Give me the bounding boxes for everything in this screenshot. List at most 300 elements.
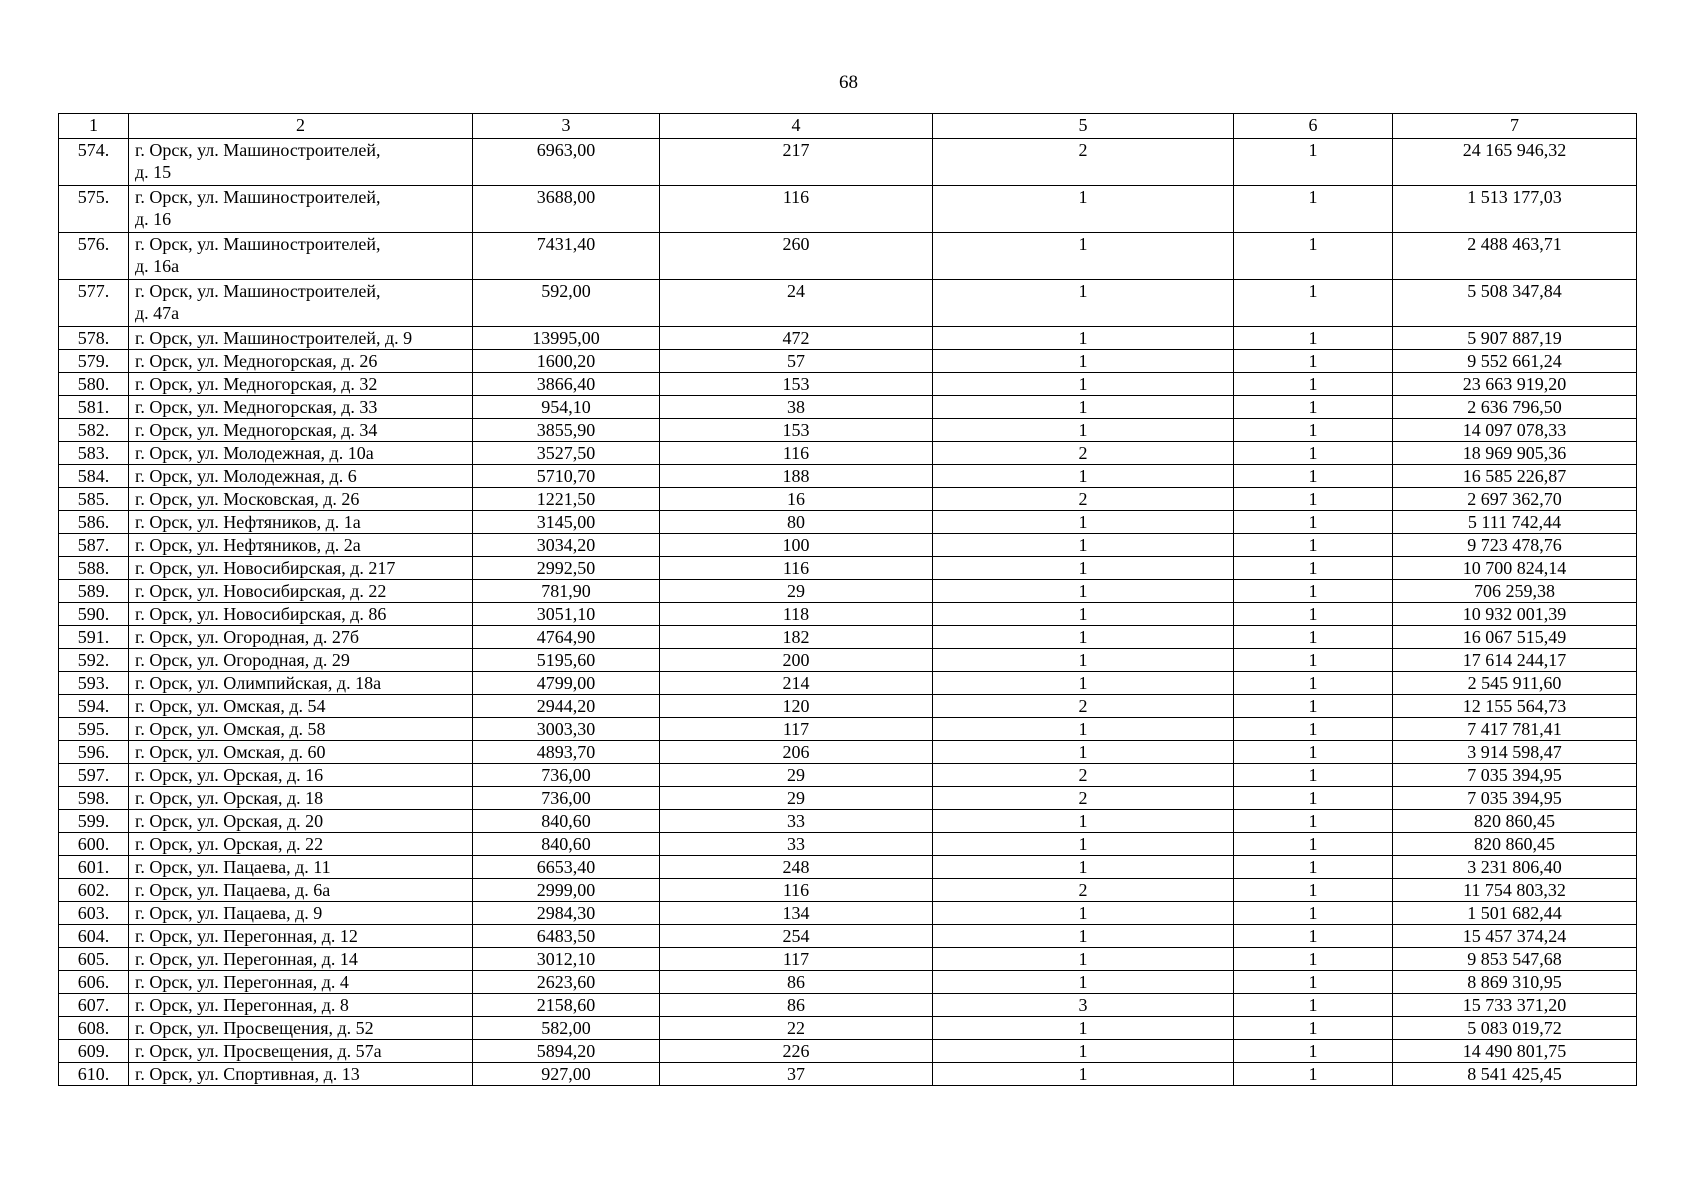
row-number-cell: 608. <box>59 1017 129 1040</box>
address-line: г. Орск, ул. Орская, д. 20 <box>135 811 324 831</box>
address-line: г. Орск, ул. Просвещения, д. 52 <box>135 1018 374 1038</box>
column-3-cell: 582,00 <box>473 1017 660 1040</box>
column-6-cell: 1 <box>1234 764 1393 787</box>
column-5-cell: 2 <box>933 442 1234 465</box>
row-number-cell: 578. <box>59 327 129 350</box>
row-number-cell: 601. <box>59 856 129 879</box>
column-6-cell: 1 <box>1234 603 1393 626</box>
column-3-cell: 5710,70 <box>473 465 660 488</box>
column-6-cell: 1 <box>1234 442 1393 465</box>
column-7-cell: 15 457 374,24 <box>1393 925 1637 948</box>
column-3-cell: 3034,20 <box>473 534 660 557</box>
column-3-cell: 592,00 <box>473 280 660 327</box>
column-7-cell: 18 969 905,36 <box>1393 442 1637 465</box>
register-table <box>58 113 1637 1086</box>
row-number-cell: 583. <box>59 442 129 465</box>
column-3-cell: 3012,10 <box>473 948 660 971</box>
address-line: г. Орск, ул. Машиностроителей, д. 9 <box>135 328 413 348</box>
column-7-cell: 10 932 001,39 <box>1393 603 1637 626</box>
row-number-cell: 590. <box>59 603 129 626</box>
column-3-cell: 6483,50 <box>473 925 660 948</box>
column-3-cell: 781,90 <box>473 580 660 603</box>
column-4-cell: 226 <box>660 1040 933 1063</box>
column-3-cell: 2158,60 <box>473 994 660 1017</box>
address-cell <box>129 672 473 695</box>
column-5-cell: 1 <box>933 465 1234 488</box>
column-5-cell: 1 <box>933 1063 1234 1086</box>
address-line: г. Орск, ул. Огородная, д. 29 <box>135 650 350 670</box>
column-7-cell: 14 490 801,75 <box>1393 1040 1637 1063</box>
column-6-cell: 1 <box>1234 419 1393 442</box>
column-6-cell: 1 <box>1234 971 1393 994</box>
address-line: г. Орск, ул. Просвещения, д. 57а <box>135 1041 382 1061</box>
column-3-cell: 2944,20 <box>473 695 660 718</box>
address-cell <box>129 1063 473 1086</box>
column-3-cell: 840,60 <box>473 810 660 833</box>
column-3-cell: 1221,50 <box>473 488 660 511</box>
column-6-cell: 1 <box>1234 139 1393 186</box>
address-line: г. Орск, ул. Перегонная, д. 8 <box>135 995 349 1015</box>
column-4-cell: 116 <box>660 186 933 233</box>
address-line: г. Орск, ул. Московская, д. 26 <box>135 489 360 509</box>
column-5-cell: 1 <box>933 419 1234 442</box>
column-7-cell: 2 636 796,50 <box>1393 396 1637 419</box>
column-6-cell: 1 <box>1234 1017 1393 1040</box>
column-header: 3 <box>473 114 660 139</box>
address-cell <box>129 534 473 557</box>
address-line: г. Орск, ул. Новосибирская, д. 86 <box>135 604 387 624</box>
row-number-cell: 606. <box>59 971 129 994</box>
row-number-cell: 610. <box>59 1063 129 1086</box>
column-3-cell: 3688,00 <box>473 186 660 233</box>
row-number-cell: 597. <box>59 764 129 787</box>
column-7-cell: 23 663 919,20 <box>1393 373 1637 396</box>
column-6-cell: 1 <box>1234 718 1393 741</box>
column-3-cell: 3866,40 <box>473 373 660 396</box>
table-row <box>59 672 1637 695</box>
column-4-cell: 182 <box>660 626 933 649</box>
column-5-cell: 1 <box>933 327 1234 350</box>
table-row <box>59 810 1637 833</box>
column-5-cell: 1 <box>933 902 1234 925</box>
row-number-cell: 577. <box>59 280 129 327</box>
table-row <box>59 925 1637 948</box>
table-row <box>59 465 1637 488</box>
column-5-cell: 1 <box>933 350 1234 373</box>
column-7-cell: 9 552 661,24 <box>1393 350 1637 373</box>
column-3-cell: 5195,60 <box>473 649 660 672</box>
column-4-cell: 472 <box>660 327 933 350</box>
column-5-cell: 1 <box>933 718 1234 741</box>
address-cell <box>129 327 473 350</box>
table-row <box>59 833 1637 856</box>
address-cell <box>129 626 473 649</box>
column-5-cell: 1 <box>933 649 1234 672</box>
column-4-cell: 33 <box>660 833 933 856</box>
row-number-cell: 587. <box>59 534 129 557</box>
column-5-cell: 1 <box>933 741 1234 764</box>
row-number-cell: 576. <box>59 233 129 280</box>
address-line: г. Орск, ул. Омская, д. 54 <box>135 696 326 716</box>
page-number: 68 <box>839 72 858 93</box>
column-3-cell: 4799,00 <box>473 672 660 695</box>
row-number-cell: 584. <box>59 465 129 488</box>
column-6-cell: 1 <box>1234 373 1393 396</box>
address-line: г. Орск, ул. Машиностроителей, <box>135 281 381 301</box>
row-number-cell: 603. <box>59 902 129 925</box>
column-4-cell: 117 <box>660 718 933 741</box>
column-5-cell: 1 <box>933 672 1234 695</box>
table-row <box>59 764 1637 787</box>
row-number-cell: 574. <box>59 139 129 186</box>
address-cell <box>129 649 473 672</box>
column-4-cell: 254 <box>660 925 933 948</box>
column-3-cell: 6963,00 <box>473 139 660 186</box>
column-4-cell: 29 <box>660 764 933 787</box>
address-cell <box>129 787 473 810</box>
address-line: г. Орск, ул. Пацаева, д. 6а <box>135 880 331 900</box>
address-line: г. Орск, ул. Медногорская, д. 26 <box>135 351 378 371</box>
table-row <box>59 1040 1637 1063</box>
address-line: г. Орск, ул. Орская, д. 18 <box>135 788 324 808</box>
address-cell <box>129 879 473 902</box>
row-number-cell: 593. <box>59 672 129 695</box>
column-5-cell: 1 <box>933 925 1234 948</box>
table-row <box>59 580 1637 603</box>
column-7-cell: 9 853 547,68 <box>1393 948 1637 971</box>
address-cell <box>129 139 473 186</box>
table-row <box>59 419 1637 442</box>
column-3-cell: 3051,10 <box>473 603 660 626</box>
column-6-cell: 1 <box>1234 810 1393 833</box>
address-line: г. Орск, ул. Медногорская, д. 34 <box>135 420 378 440</box>
column-7-cell: 15 733 371,20 <box>1393 994 1637 1017</box>
column-4-cell: 120 <box>660 695 933 718</box>
column-3-cell: 6653,40 <box>473 856 660 879</box>
column-5-cell: 1 <box>933 186 1234 233</box>
column-7-cell: 9 723 478,76 <box>1393 534 1637 557</box>
address-cell <box>129 557 473 580</box>
column-7-cell: 8 869 310,95 <box>1393 971 1637 994</box>
column-6-cell: 1 <box>1234 649 1393 672</box>
column-5-cell: 3 <box>933 994 1234 1017</box>
column-6-cell: 1 <box>1234 350 1393 373</box>
column-5-cell: 1 <box>933 396 1234 419</box>
address-line: г. Орск, ул. Спортивная, д. 13 <box>135 1064 360 1084</box>
address-line: г. Орск, ул. Омская, д. 60 <box>135 742 326 762</box>
column-3-cell: 2999,00 <box>473 879 660 902</box>
column-6-cell: 1 <box>1234 580 1393 603</box>
column-header: 1 <box>59 114 129 139</box>
address-cell <box>129 511 473 534</box>
column-5-cell: 1 <box>933 626 1234 649</box>
table-row <box>59 233 1637 280</box>
column-5-cell: 1 <box>933 233 1234 280</box>
table-row <box>59 350 1637 373</box>
column-5-cell: 1 <box>933 810 1234 833</box>
address-cell <box>129 902 473 925</box>
column-7-cell: 14 097 078,33 <box>1393 419 1637 442</box>
table-body <box>59 139 1637 1086</box>
row-number-cell: 598. <box>59 787 129 810</box>
column-5-cell: 1 <box>933 557 1234 580</box>
column-6-cell: 1 <box>1234 1040 1393 1063</box>
column-7-cell: 7 035 394,95 <box>1393 787 1637 810</box>
row-number-cell: 588. <box>59 557 129 580</box>
address-line: г. Орск, ул. Машиностроителей, <box>135 187 381 207</box>
address-cell <box>129 1040 473 1063</box>
column-3-cell: 5894,20 <box>473 1040 660 1063</box>
address-line: г. Орск, ул. Перегонная, д. 14 <box>135 949 358 969</box>
address-cell <box>129 233 473 280</box>
row-number-cell: 581. <box>59 396 129 419</box>
address-line-continued: д. 16 <box>135 209 172 229</box>
column-7-cell: 7 417 781,41 <box>1393 718 1637 741</box>
row-number-cell: 585. <box>59 488 129 511</box>
column-3-cell: 3003,30 <box>473 718 660 741</box>
address-cell <box>129 350 473 373</box>
row-number-cell: 582. <box>59 419 129 442</box>
row-number-cell: 591. <box>59 626 129 649</box>
column-4-cell: 86 <box>660 971 933 994</box>
address-line-continued: д. 16а <box>135 256 180 276</box>
row-number-cell: 605. <box>59 948 129 971</box>
column-6-cell: 1 <box>1234 833 1393 856</box>
address-line: г. Орск, ул. Орская, д. 22 <box>135 834 324 854</box>
column-6-cell: 1 <box>1234 787 1393 810</box>
table-row <box>59 373 1637 396</box>
column-7-cell: 5 907 887,19 <box>1393 327 1637 350</box>
address-cell <box>129 764 473 787</box>
column-4-cell: 217 <box>660 139 933 186</box>
column-4-cell: 206 <box>660 741 933 764</box>
address-cell <box>129 718 473 741</box>
column-6-cell: 1 <box>1234 994 1393 1017</box>
table-row <box>59 1017 1637 1040</box>
column-5-cell: 1 <box>933 971 1234 994</box>
table-row <box>59 902 1637 925</box>
column-7-cell: 10 700 824,14 <box>1393 557 1637 580</box>
column-6-cell: 1 <box>1234 465 1393 488</box>
column-header: 7 <box>1393 114 1637 139</box>
column-4-cell: 134 <box>660 902 933 925</box>
column-5-cell: 1 <box>933 534 1234 557</box>
column-3-cell: 2623,60 <box>473 971 660 994</box>
column-7-cell: 3 914 598,47 <box>1393 741 1637 764</box>
column-7-cell: 2 697 362,70 <box>1393 488 1637 511</box>
row-number-cell: 580. <box>59 373 129 396</box>
column-4-cell: 153 <box>660 373 933 396</box>
address-line: г. Орск, ул. Медногорская, д. 32 <box>135 374 378 394</box>
column-7-cell: 1 501 682,44 <box>1393 902 1637 925</box>
column-5-cell: 1 <box>933 856 1234 879</box>
column-3-cell: 927,00 <box>473 1063 660 1086</box>
column-7-cell: 17 614 244,17 <box>1393 649 1637 672</box>
table-row <box>59 280 1637 327</box>
row-number-cell: 607. <box>59 994 129 1017</box>
column-4-cell: 38 <box>660 396 933 419</box>
column-header: 2 <box>129 114 473 139</box>
column-3-cell: 13995,00 <box>473 327 660 350</box>
column-3-cell: 3855,90 <box>473 419 660 442</box>
table-row <box>59 971 1637 994</box>
table-row <box>59 534 1637 557</box>
column-5-cell: 1 <box>933 948 1234 971</box>
column-5-cell: 2 <box>933 879 1234 902</box>
table-row <box>59 879 1637 902</box>
column-4-cell: 248 <box>660 856 933 879</box>
address-cell <box>129 971 473 994</box>
table-row <box>59 139 1637 186</box>
column-header: 6 <box>1234 114 1393 139</box>
column-6-cell: 1 <box>1234 1063 1393 1086</box>
address-cell <box>129 280 473 327</box>
column-3-cell: 736,00 <box>473 787 660 810</box>
column-3-cell: 840,60 <box>473 833 660 856</box>
column-4-cell: 24 <box>660 280 933 327</box>
address-line: г. Орск, ул. Пацаева, д. 9 <box>135 903 323 923</box>
address-line: г. Орск, ул. Перегонная, д. 4 <box>135 972 349 992</box>
column-6-cell: 1 <box>1234 488 1393 511</box>
column-4-cell: 214 <box>660 672 933 695</box>
address-cell <box>129 741 473 764</box>
address-line: г. Орск, ул. Новосибирская, д. 217 <box>135 558 396 578</box>
column-6-cell: 1 <box>1234 948 1393 971</box>
column-6-cell: 1 <box>1234 856 1393 879</box>
column-4-cell: 117 <box>660 948 933 971</box>
table-row <box>59 626 1637 649</box>
column-4-cell: 116 <box>660 879 933 902</box>
column-4-cell: 16 <box>660 488 933 511</box>
column-3-cell: 7431,40 <box>473 233 660 280</box>
address-cell <box>129 186 473 233</box>
column-5-cell: 2 <box>933 139 1234 186</box>
column-5-cell: 1 <box>933 511 1234 534</box>
address-cell <box>129 580 473 603</box>
column-7-cell: 5 111 742,44 <box>1393 511 1637 534</box>
row-number-cell: 595. <box>59 718 129 741</box>
column-6-cell: 1 <box>1234 233 1393 280</box>
table-row <box>59 488 1637 511</box>
address-cell <box>129 603 473 626</box>
column-4-cell: 188 <box>660 465 933 488</box>
column-5-cell: 2 <box>933 764 1234 787</box>
address-line: г. Орск, ул. Молодежная, д. 6 <box>135 466 357 486</box>
column-7-cell: 2 545 911,60 <box>1393 672 1637 695</box>
column-4-cell: 200 <box>660 649 933 672</box>
table-row <box>59 1063 1637 1086</box>
table-row <box>59 649 1637 672</box>
table-row <box>59 396 1637 419</box>
column-7-cell: 12 155 564,73 <box>1393 695 1637 718</box>
column-5-cell: 2 <box>933 695 1234 718</box>
address-cell <box>129 833 473 856</box>
row-number-cell: 599. <box>59 810 129 833</box>
column-5-cell: 1 <box>933 1040 1234 1063</box>
row-number-cell: 596. <box>59 741 129 764</box>
column-4-cell: 57 <box>660 350 933 373</box>
row-number-cell: 579. <box>59 350 129 373</box>
column-4-cell: 100 <box>660 534 933 557</box>
address-cell <box>129 488 473 511</box>
row-number-cell: 575. <box>59 186 129 233</box>
address-line: г. Орск, ул. Машиностроителей, <box>135 140 381 160</box>
row-number-cell: 609. <box>59 1040 129 1063</box>
column-4-cell: 22 <box>660 1017 933 1040</box>
column-7-cell: 706 259,38 <box>1393 580 1637 603</box>
column-5-cell: 1 <box>933 833 1234 856</box>
column-7-cell: 1 513 177,03 <box>1393 186 1637 233</box>
table-row <box>59 511 1637 534</box>
column-6-cell: 1 <box>1234 557 1393 580</box>
column-3-cell: 1600,20 <box>473 350 660 373</box>
column-7-cell: 16 067 515,49 <box>1393 626 1637 649</box>
column-7-cell: 820 860,45 <box>1393 810 1637 833</box>
row-number-cell: 604. <box>59 925 129 948</box>
address-line: г. Орск, ул. Олимпийская, д. 18а <box>135 673 382 693</box>
column-7-cell: 7 035 394,95 <box>1393 764 1637 787</box>
column-6-cell: 1 <box>1234 534 1393 557</box>
address-line: г. Орск, ул. Новосибирская, д. 22 <box>135 581 387 601</box>
column-header: 5 <box>933 114 1234 139</box>
column-number-row <box>59 114 1637 139</box>
column-4-cell: 29 <box>660 787 933 810</box>
column-7-cell: 5 083 019,72 <box>1393 1017 1637 1040</box>
column-4-cell: 153 <box>660 419 933 442</box>
table-row <box>59 718 1637 741</box>
address-line: г. Орск, ул. Молодежная, д. 10а <box>135 443 374 463</box>
column-6-cell: 1 <box>1234 902 1393 925</box>
address-line: г. Орск, ул. Огородная, д. 27б <box>135 627 360 647</box>
table-row <box>59 442 1637 465</box>
address-line: г. Орск, ул. Орская, д. 16 <box>135 765 324 785</box>
column-4-cell: 260 <box>660 233 933 280</box>
column-6-cell: 1 <box>1234 879 1393 902</box>
column-7-cell: 2 488 463,71 <box>1393 233 1637 280</box>
table-row <box>59 327 1637 350</box>
address-line: г. Орск, ул. Медногорская, д. 33 <box>135 397 378 417</box>
address-line-continued: д. 47а <box>135 303 180 323</box>
column-5-cell: 1 <box>933 603 1234 626</box>
table-row <box>59 994 1637 1017</box>
address-line: г. Орск, ул. Пацаева, д. 11 <box>135 857 331 877</box>
address-cell <box>129 465 473 488</box>
column-3-cell: 4764,90 <box>473 626 660 649</box>
column-4-cell: 116 <box>660 442 933 465</box>
column-4-cell: 37 <box>660 1063 933 1086</box>
column-6-cell: 1 <box>1234 672 1393 695</box>
address-cell <box>129 396 473 419</box>
column-4-cell: 29 <box>660 580 933 603</box>
column-5-cell: 1 <box>933 280 1234 327</box>
address-cell <box>129 810 473 833</box>
column-6-cell: 1 <box>1234 327 1393 350</box>
column-6-cell: 1 <box>1234 925 1393 948</box>
row-number-cell: 602. <box>59 879 129 902</box>
address-cell <box>129 856 473 879</box>
column-7-cell: 8 541 425,45 <box>1393 1063 1637 1086</box>
address-cell <box>129 1017 473 1040</box>
column-5-cell: 2 <box>933 488 1234 511</box>
table-row <box>59 948 1637 971</box>
column-6-cell: 1 <box>1234 396 1393 419</box>
table-row <box>59 856 1637 879</box>
column-7-cell: 24 165 946,32 <box>1393 139 1637 186</box>
address-line-continued: д. 15 <box>135 162 172 182</box>
column-3-cell: 736,00 <box>473 764 660 787</box>
column-7-cell: 3 231 806,40 <box>1393 856 1637 879</box>
row-number-cell: 589. <box>59 580 129 603</box>
